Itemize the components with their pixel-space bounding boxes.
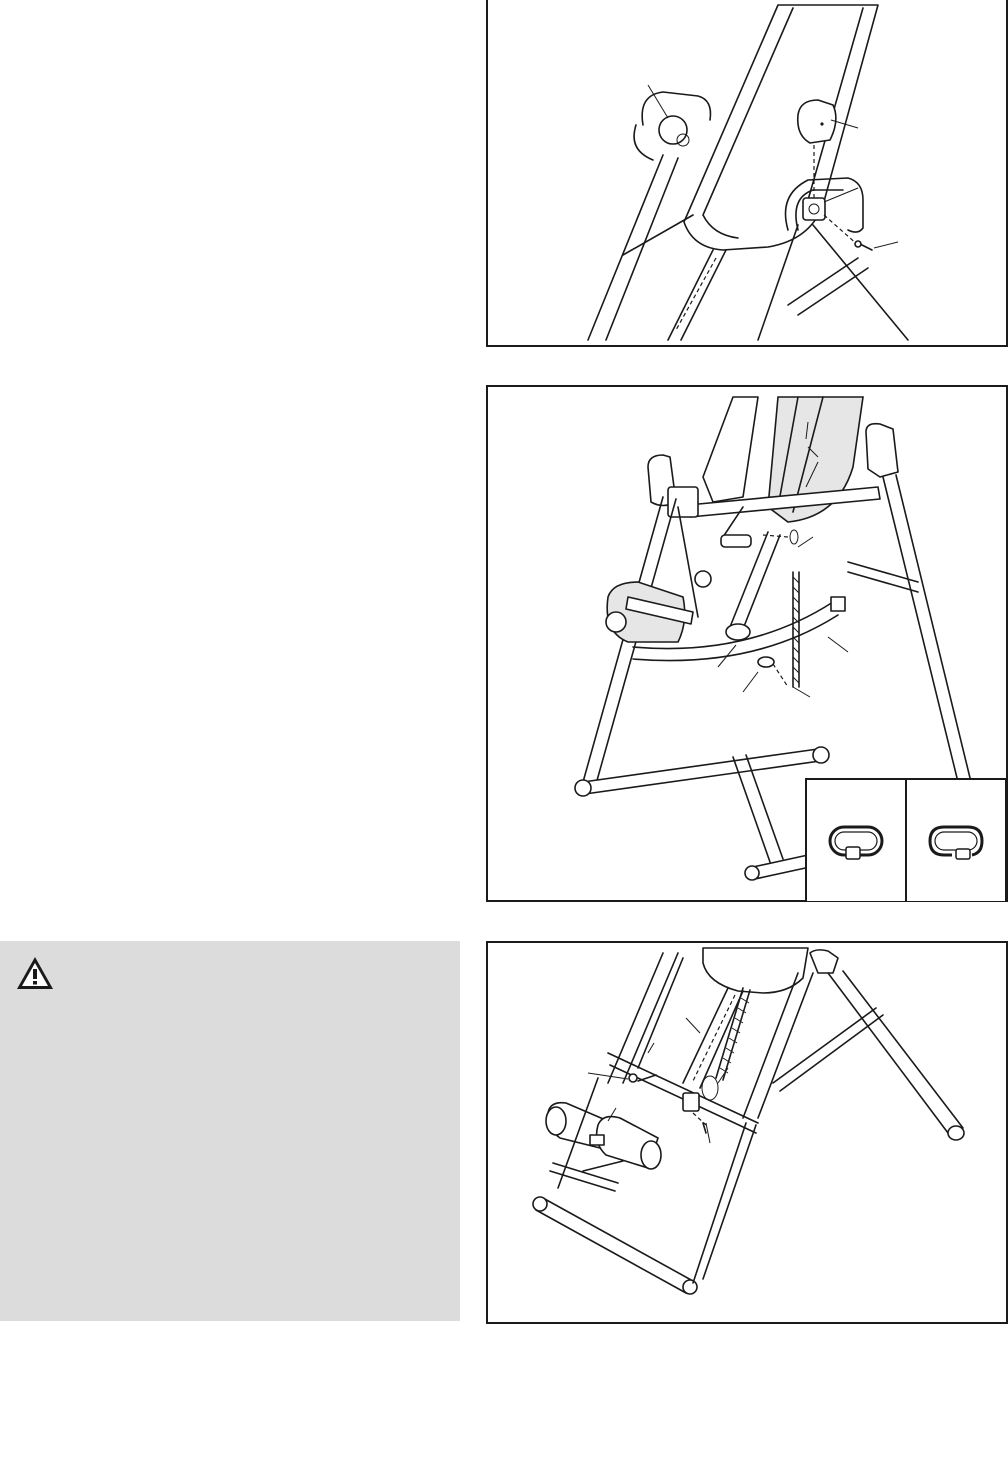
figure-chain-attachment	[486, 385, 1008, 902]
quick-link-closed-icon	[826, 819, 886, 869]
ankle-holder-illustration	[488, 943, 1006, 1324]
warning-triangle-icon	[15, 955, 55, 991]
figure-handle-pivot-caps	[486, 0, 1008, 347]
pivot-cap-illustration	[488, 0, 1006, 345]
figure-ankle-holder-chain	[486, 941, 1008, 1324]
quick-link-open-icon	[926, 819, 986, 869]
warning-panel	[0, 941, 460, 1321]
